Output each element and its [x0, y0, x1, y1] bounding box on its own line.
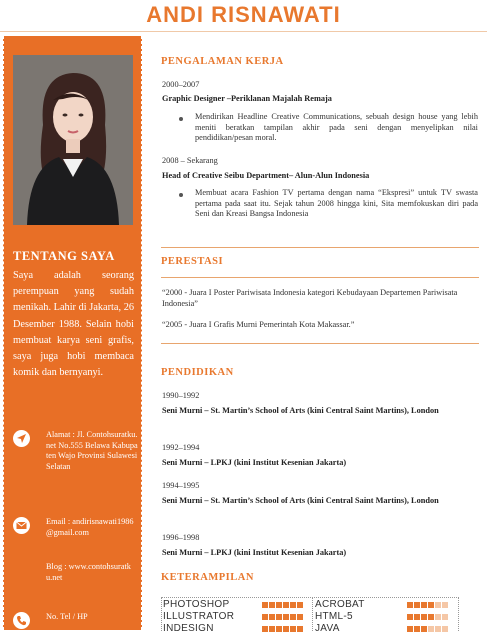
- achievements-title: PERESTASI: [161, 256, 224, 267]
- skill-level-segment: [435, 626, 441, 632]
- phone-text: No. Tel / HP: [46, 612, 88, 621]
- about-text: Saya adalah seorang perempuan yang sudah menikah. Lahir di Jakarta, 26 Desember 1988. Selain hobi membuat karya seni grafis, saya juga hobi membaca komik dan bernyanyi.: [13, 270, 134, 379]
- skill-level-segment: [297, 614, 303, 620]
- education-period-1: 1990–1992: [162, 391, 200, 400]
- skill-level-segment: [414, 614, 420, 620]
- skill-level-bar: [262, 602, 303, 608]
- education-school-3: Seni Murni – St. Martin’s School of Arts (kini Central Saint Martins), London: [162, 496, 439, 505]
- skill-level-segment: [269, 602, 275, 608]
- contact-address: [13, 430, 138, 490]
- resume-name: ANDI RISNAWATI: [146, 2, 341, 27]
- skill-level-segment: [414, 602, 420, 608]
- experience-role-1: Graphic Designer –Periklanan Majalah Remaja: [162, 94, 332, 103]
- bullet-dot: [179, 193, 183, 197]
- education-period-2: 1992–1994: [162, 443, 200, 452]
- section-divider: [161, 343, 479, 344]
- skill-name: ACROBAT: [315, 599, 365, 610]
- phone-icon: [13, 612, 30, 629]
- skill-level-bar: [407, 602, 448, 608]
- experience-role-2: Head of Creative Seibu Department– Alun-Alun Indonesia: [162, 171, 370, 180]
- skill-level-segment: [269, 626, 275, 632]
- skill-level-bar: [407, 614, 448, 620]
- education-school-2: Seni Murni – LPKJ (kini Institut Kesenian Jakarta): [162, 458, 347, 467]
- sidebar: [3, 36, 142, 630]
- skill-level-segment: [428, 614, 434, 620]
- achievement-2: “2005 - Juara I Grafis Murni Pemerintah Kota Makassar.”: [162, 320, 355, 329]
- skill-level-segment: [435, 614, 441, 620]
- education-school-1: Seni Murni – St. Martin’s School of Arts (kini Central Saint Martins), London: [162, 406, 439, 415]
- skill-level-segment: [442, 614, 448, 620]
- skill-level-segment: [276, 614, 282, 620]
- skill-level-segment: [297, 602, 303, 608]
- skill-level-segment: [414, 626, 420, 632]
- location-icon: [13, 430, 30, 447]
- skill-level-segment: [442, 602, 448, 608]
- contact-blog: [13, 562, 138, 597]
- skill-level-segment: [421, 614, 427, 620]
- skill-level-segment: [262, 626, 268, 632]
- skills-table: [161, 597, 459, 634]
- section-divider: [161, 247, 479, 248]
- contact-email: [13, 517, 138, 547]
- skill-level-segment: [428, 626, 434, 632]
- profile-photo: [13, 55, 133, 225]
- skill-level-segment: [283, 602, 289, 608]
- email-icon: [13, 517, 30, 534]
- skill-level-segment: [276, 602, 282, 608]
- skill-level-segment: [283, 626, 289, 632]
- skill-level-segment: [262, 602, 268, 608]
- email-text: Email : andirisnawati1986 @gmail.com: [46, 517, 134, 537]
- skill-level-bar: [262, 626, 303, 632]
- bullet-dot: [179, 117, 183, 121]
- skill-name: INDESIGN: [163, 623, 214, 634]
- blog-text: Blog : www.contohsuratk u.net: [46, 562, 131, 582]
- education-school-4: Seni Murni – LPKJ (kini Institut Kesenian Jakarta): [162, 548, 347, 557]
- experience-desc-1: Mendirikan Headline Creative Communications, sebuah design house yang lebih meniti beratkan tampilan akhir pada seni dengan menyelipkan nilai pendidikan/pesan moral.: [195, 112, 478, 143]
- skill-name: ILLUSTRATOR: [163, 611, 235, 622]
- skill-row: [162, 623, 458, 635]
- skill-name: JAVA: [315, 623, 340, 634]
- contact-phone: [13, 612, 138, 627]
- skill-level-segment: [407, 614, 413, 620]
- skill-name: HTML-5: [315, 611, 353, 622]
- about-title: TENTANG SAYA: [13, 249, 115, 263]
- address-text: Alamat : Jl. Contohsuratku.net No.555 Belawa Kabupaten Wajo Provinsi Sulawesi Selatan: [46, 430, 138, 471]
- experience-desc-2: Membuat acara Fashion TV pertama dengan nama “Ekspresi” untuk TV swasta pertama pada saat itu. Sejak tahun 2008 hingga kini, Sita memfokuskan diri pada Seni dan Kreasi Bangsa Indonesia: [195, 188, 478, 219]
- skill-level-segment: [421, 602, 427, 608]
- skill-level-segment: [290, 626, 296, 632]
- skill-level-segment: [407, 626, 413, 632]
- skill-row: [162, 611, 458, 623]
- experience-period-1: 2000–2007: [162, 80, 200, 89]
- education-period-3: 1994–1995: [162, 481, 200, 490]
- section-divider: [161, 277, 479, 278]
- header-divider: [0, 31, 487, 32]
- skill-level-segment: [407, 602, 413, 608]
- skill-level-bar: [407, 626, 448, 632]
- skill-level-bar: [262, 614, 303, 620]
- skill-row: [162, 599, 458, 611]
- skill-level-segment: [421, 626, 427, 632]
- experience-period-2: 2008 – Sekarang: [162, 156, 218, 165]
- skill-level-segment: [297, 626, 303, 632]
- skill-level-segment: [283, 614, 289, 620]
- skill-level-segment: [428, 602, 434, 608]
- education-period-4: 1996–1998: [162, 533, 200, 542]
- experience-title: PENGALAMAN KERJA: [161, 56, 284, 67]
- achievement-1: “2000 - Juara I Poster Pariwisata Indonesia kategori Kebudayaan Departemen Pariwisata Indonesia”: [162, 288, 458, 309]
- skill-level-segment: [276, 626, 282, 632]
- skill-level-segment: [290, 614, 296, 620]
- skill-level-segment: [435, 602, 441, 608]
- skill-level-segment: [442, 626, 448, 632]
- skills-title: KETERAMPILAN: [161, 572, 254, 583]
- skill-level-segment: [290, 602, 296, 608]
- skill-level-segment: [269, 614, 275, 620]
- skill-name: PHOTOSHOP: [163, 599, 230, 610]
- skill-level-segment: [262, 614, 268, 620]
- education-title: PENDIDIKAN: [161, 367, 234, 378]
